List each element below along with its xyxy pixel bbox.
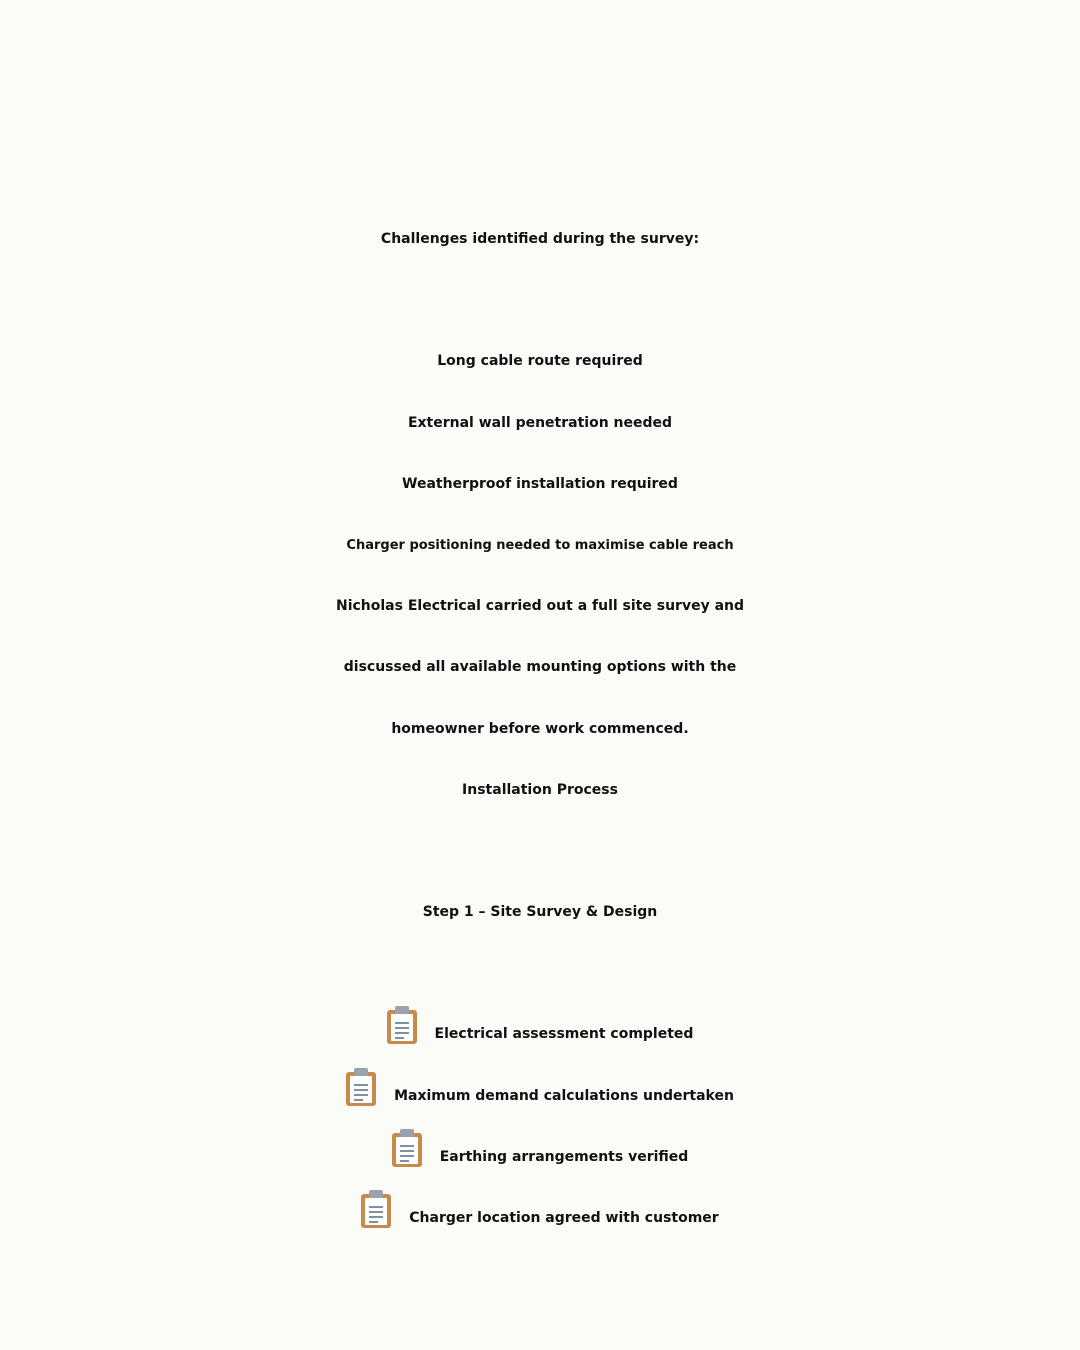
step-title: Step 1 – Site Survey & Design [422,904,658,921]
challenge-item: Weatherproof installation required [402,475,678,492]
clipboard-icon [387,1006,417,1044]
summary-line: homeowner before work commenced. [391,720,689,737]
spacer [0,270,1080,331]
challenge-item: Long cable route required [437,353,643,370]
clipboard-icon [346,1068,376,1106]
summary-line: Nicholas Electrical carried out a full site survey and [335,598,745,615]
step-item-label: Electrical assessment completed [434,1026,694,1043]
spacer [0,943,1080,1004]
summary-line: discussed all available mounting options with the [343,659,737,676]
clipboard-icon [392,1129,422,1167]
step-item [0,1127,1080,1188]
post-content [0,209,1080,1249]
challenge-item: Charger positioning needed to maximise cable reach [346,537,734,553]
step-item-label: Maximum demand calculations undertaken [394,1087,734,1104]
step-item [0,1066,1080,1127]
spacer [0,821,1080,882]
challenges-heading: Challenges identified during the survey: [380,231,700,247]
step-item-label: Earthing arrangements verified [439,1148,689,1165]
challenge-item: External wall penetration needed [407,414,673,431]
clipboard-icon [361,1190,391,1228]
step-item [0,1188,1080,1249]
step-item-label: Charger location agreed with customer [409,1210,719,1226]
section-title: Installation Process [462,781,618,798]
step-item [0,1004,1080,1065]
